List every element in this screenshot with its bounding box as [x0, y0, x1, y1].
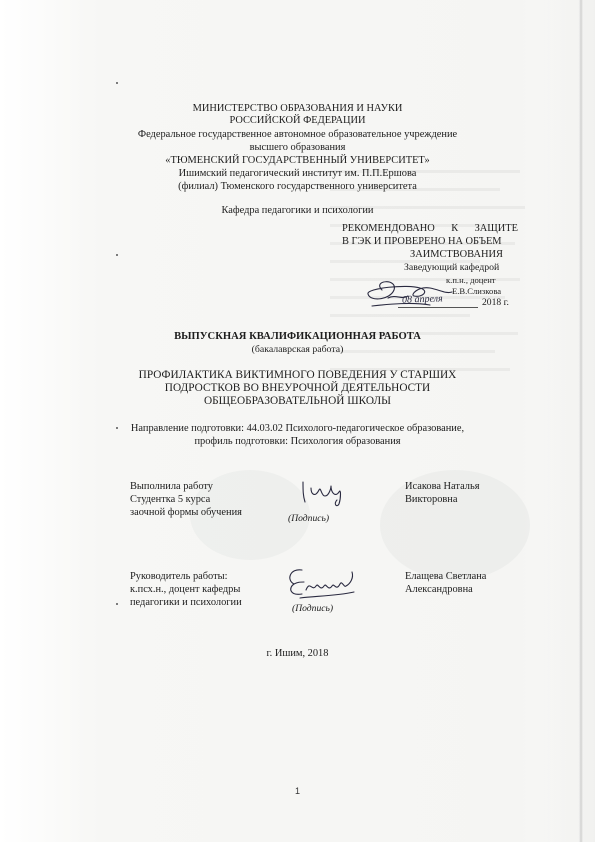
margin-dot — [116, 603, 118, 605]
work-title-line-2: ПОДРОСТКОВ ВО ВНЕУРОЧНОЙ ДЕЯТЕЛЬНОСТИ — [164, 382, 431, 394]
approval-line-1: РЕКОМЕНДОВАНО К ЗАЩИТЕ — [342, 223, 518, 234]
supervisor-label-1: Руководитель работы: — [130, 571, 228, 582]
supervisor-signature-icon — [280, 562, 360, 602]
institute-name: Ишимский педагогический институт им. П.П.Ершова — [178, 168, 417, 179]
branch-name: (филиал) Тюменского государственного университета — [178, 181, 417, 192]
student-label-3: заочной формы обучения — [130, 507, 242, 518]
work-subtype: (бакалаврская работа) — [251, 344, 344, 355]
ministry-line: МИНИСТЕРСТВО ОБРАЗОВАНИЯ И НАУКИ — [192, 103, 403, 114]
study-direction: Направление подготовки: 44.03.02 Психолого-педагогическое образование, — [130, 423, 465, 434]
study-profile: профиль подготовки: Психология образования — [194, 436, 401, 447]
university-name: «ТЮМЕНСКИЙ ГОСУДАРСТВЕННЫЙ УНИВЕРСИТЕТ» — [165, 155, 430, 166]
handwritten-date: 08 апреля — [401, 293, 443, 306]
city-year: г. Ишим, 2018 — [266, 648, 329, 659]
student-patronymic: Викторовна — [405, 494, 458, 505]
student-surname-name: Исакова Наталья — [405, 481, 480, 492]
supervisor-label-3: педагогики и психологии — [130, 597, 242, 608]
approval-line-3: ЗАИМСТВОВАНИЯ — [410, 249, 503, 260]
country-line: РОССИЙСКОЙ ФЕДЕРАЦИИ — [229, 115, 366, 126]
education-level-line: высшего образования — [249, 142, 346, 153]
page-number: 1 — [294, 786, 300, 796]
student-label-1: Выполнила работу — [130, 481, 213, 492]
supervisor-patronymic: Александровна — [405, 584, 473, 595]
head-name: Е.В.Слизкова — [452, 286, 502, 296]
margin-dot — [116, 254, 118, 256]
student-signature-icon — [293, 474, 353, 508]
head-degree: к.п.н., доцент — [446, 275, 496, 285]
margin-dot — [116, 82, 118, 84]
student-signature-caption: (Подпись) — [288, 513, 330, 524]
student-label-2: Студентка 5 курса — [130, 494, 211, 505]
approval-year: 2018 г. — [482, 297, 509, 308]
work-type: ВЫПУСКНАЯ КВАЛИФИКАЦИОННАЯ РАБОТА — [174, 331, 421, 342]
department-name: Кафедра педагогики и психологии — [221, 205, 374, 216]
supervisor-signature-caption: (Подпись) — [292, 603, 334, 614]
approval-line-2: В ГЭК И ПРОВЕРЕНО НА ОБЪЕМ — [342, 236, 502, 247]
head-signature-icon — [360, 276, 460, 312]
work-title-line-1: ПРОФИЛАКТИКА ВИКТИМНОГО ПОВЕДЕНИЯ У СТАРШИХ — [138, 369, 457, 381]
institution-type-line: Федеральное государственное автономное образовательное учреждение — [137, 129, 458, 140]
supervisor-surname-name: Елащева Светлана — [405, 571, 487, 582]
supervisor-label-2: к.псх.н., доцент кафедры — [130, 584, 241, 595]
head-of-department-title: Заведующий кафедрой — [404, 262, 500, 273]
work-title-line-3: ОБЩЕОБРАЗОВАТЕЛЬНОЙ ШКОЛЫ — [204, 395, 391, 407]
